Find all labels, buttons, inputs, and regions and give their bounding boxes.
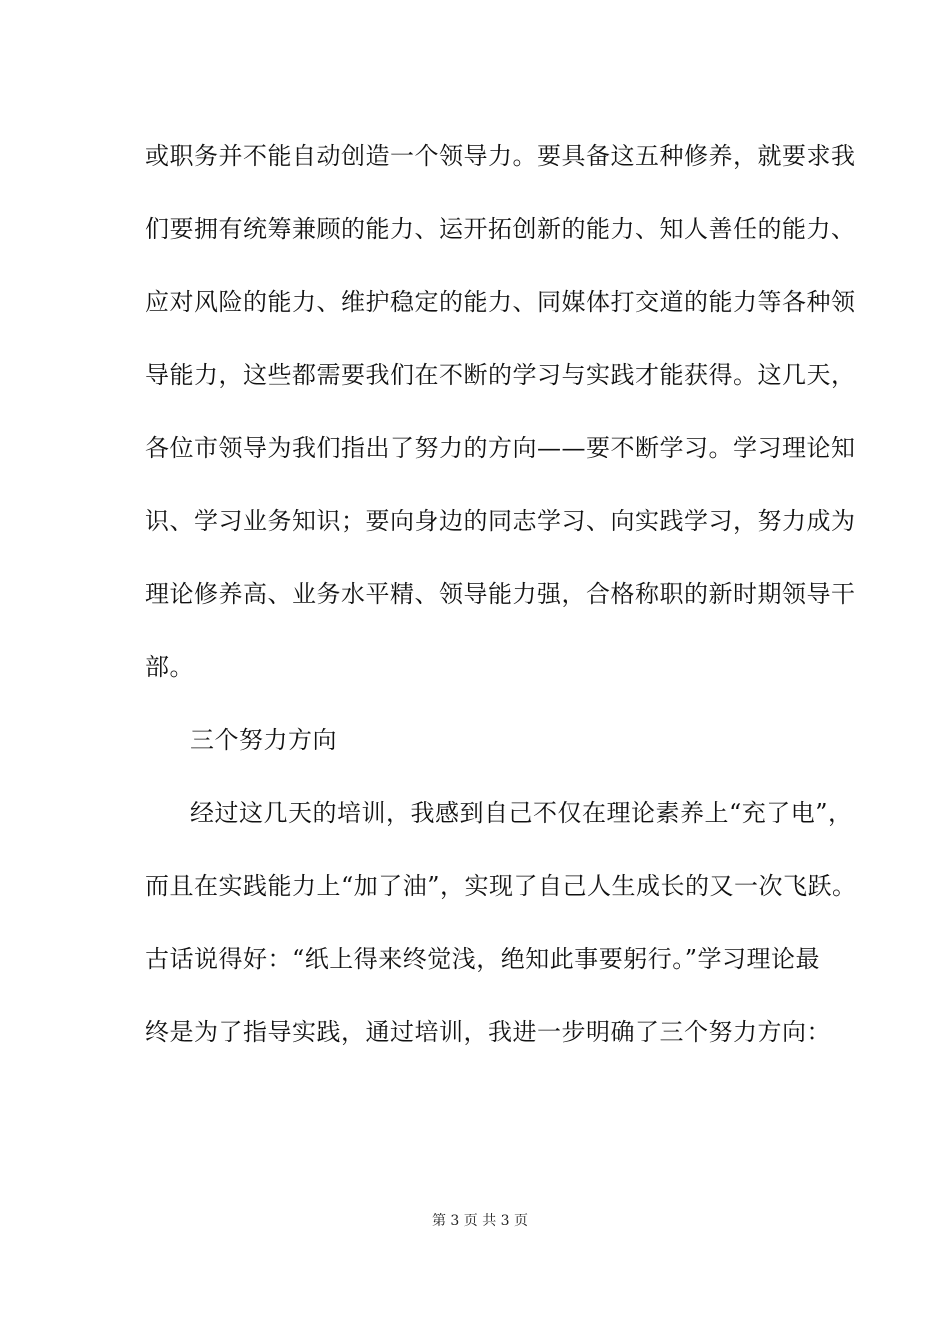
section-heading: 三个努力方向: [190, 726, 337, 754]
paragraph-line: 经过这几天的培训，我感到自己不仅在理论素养上“充了电”，: [190, 799, 853, 827]
paragraph-line: 导能力，这些都需要我们在不断的学习与实践才能获得。这几天，: [145, 361, 856, 389]
paragraph-line: 应对风险的能力、维护稳定的能力、同媒体打交道的能力等各种领: [145, 288, 856, 316]
paragraph-line: 而且在实践能力上“加了油”，实现了自己人生成长的又一次飞跃。: [145, 872, 857, 900]
paragraph-line: 部。: [145, 653, 194, 681]
page-number-footer: 第 3 页 共 3 页: [431, 1213, 529, 1229]
paragraph-line: 各位市领导为我们指出了努力的方向——要不断学习。学习理论知: [145, 434, 856, 462]
paragraph-line: 终是为了指导实践，通过培训，我进一步明确了三个努力方向：: [145, 1018, 831, 1046]
paragraph-line: 或职务并不能自动创造一个领导力。要具备这五种修养，就要求我: [145, 142, 856, 170]
paragraph-line: 们要拥有统筹兼顾的能力、运开拓创新的能力、知人善任的能力、: [145, 215, 856, 243]
paragraph-line: 识、学习业务知识；要向身边的同志学习、向实践学习，努力成为: [145, 507, 856, 535]
paragraph-line: 古话说得好：“纸上得来终觉浅，绝知此事要躬行。”学习理论最: [145, 945, 821, 973]
paragraph-line: 理论修养高、业务水平精、领导能力强，合格称职的新时期领导干: [145, 580, 856, 608]
